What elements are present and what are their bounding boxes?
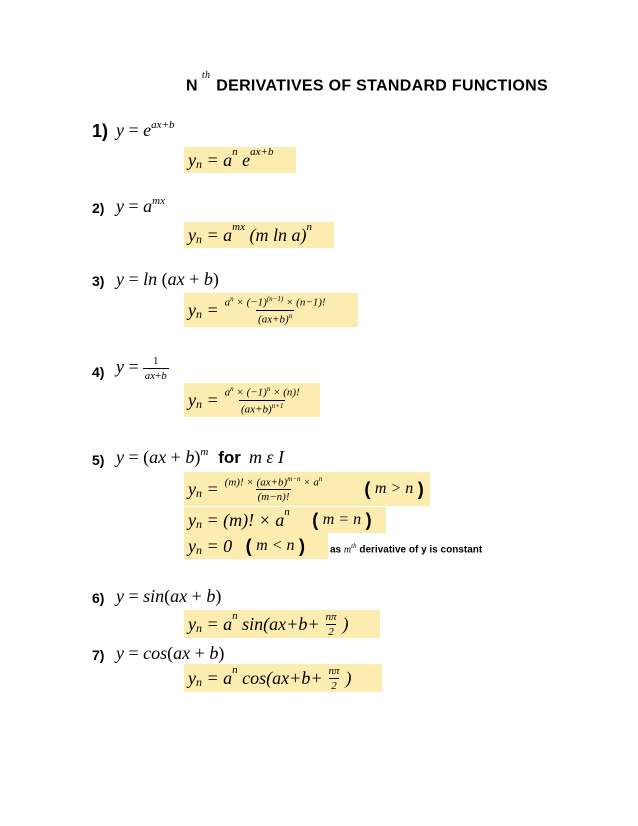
- function-5: y = (ax + b)$^m$ for m ε I: [116, 446, 285, 467]
- item-number-1: 1): [92, 121, 109, 141]
- derivative-2: y $_n$ = a $^{mx}$ ( m ln a ) $^n$: [184, 222, 334, 248]
- derivative-5c: y $_n$ = 0 ( m < n ): [184, 533, 328, 559]
- constant-note: as $m^{th}$ derivative of y is constant: [330, 542, 483, 556]
- derivative-7: y $_n$ = a $^n$ cos ( ax + b + $\frac{n\pi}{2}$ ): [184, 664, 382, 692]
- function-2: $y = a^{mx}$: [116, 195, 165, 216]
- condition-lt: m < n: [256, 537, 295, 554]
- condition-gt: m > n: [374, 480, 414, 497]
- item-number-2: 2): [92, 200, 105, 216]
- item-number-7: 7): [92, 647, 105, 663]
- function-6: y = sin(ax + b): [116, 586, 222, 606]
- item-number-3: 3): [92, 273, 105, 289]
- derivative-5b: y $_n$ = ( m )! × a $^n$ ( m = n ): [184, 507, 386, 533]
- item-number-6: 6): [92, 590, 105, 606]
- page-title: $N^{th}DERIVATIVES$ OF STANDARD FUNCTIONS: [186, 70, 548, 95]
- condition-eq: m = n: [322, 511, 362, 528]
- function-7: y = cos(ax + b): [116, 643, 225, 663]
- derivative-4: y $_n$ = $\frac{a^n \times (-1)^n \times (n)!}{(ax+b)^{n+1}}$: [184, 383, 320, 417]
- function-3: y = ln (ax + b): [116, 269, 219, 289]
- derivative-1: y $_n$ = a $^n$ e $^{ax+b}$: [184, 147, 296, 173]
- derivative-6: y $_n$ = a $^n$ sin ( ax + b + $\frac{n\pi}{2}$ ): [184, 610, 380, 638]
- function-4: y = $\frac{1}{ax+b}$: [116, 355, 167, 382]
- derivative-3: y $_n$ = $\frac{a^n \times (-1)^{(n-1)} \times (n-1)!}{(ax+b)^n}$: [184, 293, 358, 327]
- function-1: $y = e^{ax+b}$: [116, 119, 175, 140]
- item-number-4: 4): [92, 364, 105, 380]
- item-number-5: 5): [92, 452, 105, 468]
- for-label: for: [218, 448, 241, 467]
- derivative-5a: y $_n$ = $\frac{(m)! \times (ax+b)^{m-n} \times a^n}{(m-n)!}$ ( m > n ): [184, 472, 430, 506]
